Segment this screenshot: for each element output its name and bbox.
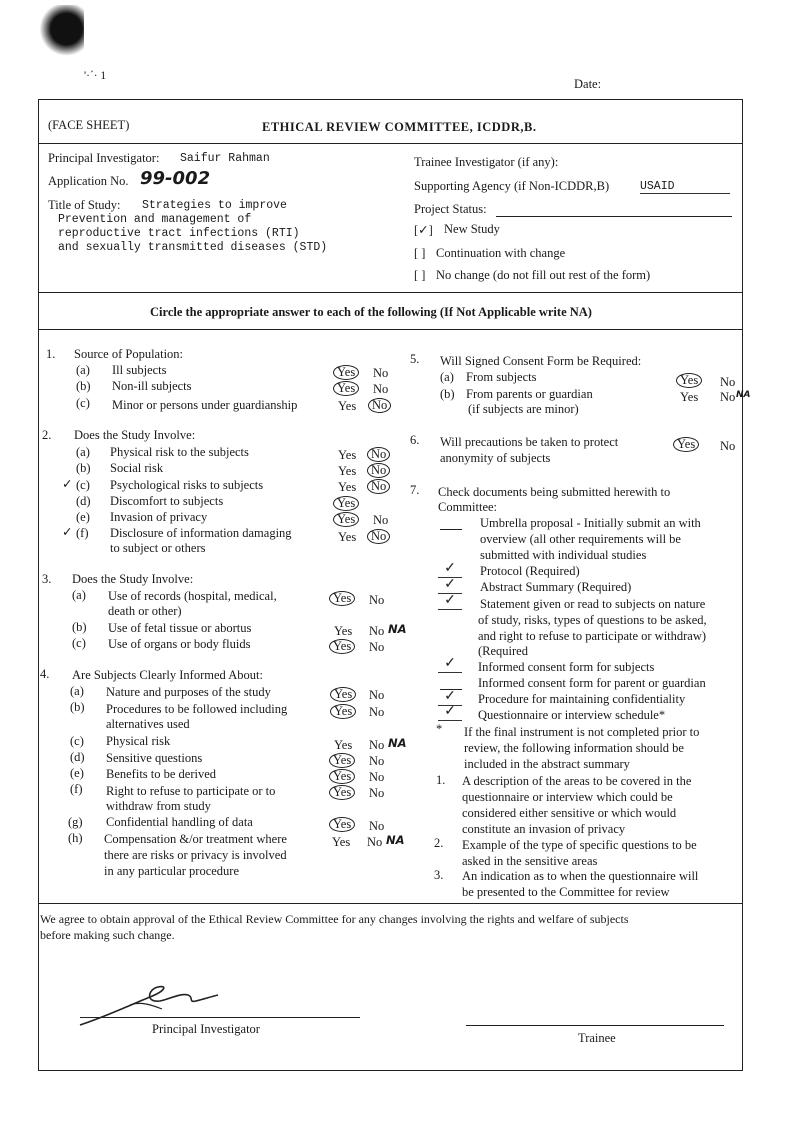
- q5b-no[interactable]: No: [720, 390, 736, 404]
- q1b-yes[interactable]: Yes: [333, 381, 359, 396]
- date-label: Date:: [574, 77, 602, 91]
- agreement-line-1: We agree to obtain approval of the Ethical Review Committee for any changes involving the rights and welfare of subjects: [40, 912, 629, 926]
- protocol-check[interactable]: ✓: [438, 560, 462, 578]
- umbrella-line-3: submitted with individual studies: [480, 548, 647, 562]
- q1-title: Source of Population:: [74, 347, 184, 361]
- application-value: 99-002: [140, 168, 211, 189]
- q5a-letter: (a): [440, 370, 454, 384]
- q4f-text: Right to refuse to participate or to: [106, 784, 276, 798]
- trainee-signature-label: Trainee: [578, 1031, 616, 1045]
- q4c-no[interactable]: No: [369, 738, 385, 752]
- q5b-letter: (b): [440, 387, 455, 401]
- q7-num: 7.: [410, 483, 420, 497]
- q4b-text: Procedures to be followed including: [106, 702, 288, 716]
- q3a-text-2: death or other): [108, 604, 182, 618]
- q3-num: 3.: [42, 572, 52, 586]
- q4a-text: Nature and purposes of the study: [106, 685, 271, 699]
- q4g-yes[interactable]: Yes: [329, 817, 355, 832]
- consent-parent: Informed consent form for parent or guardian: [478, 676, 706, 690]
- q3c-yes[interactable]: Yes: [329, 639, 355, 654]
- pi-signature-line: [80, 1017, 360, 1018]
- q2d-text: Discomfort to subjects: [110, 494, 224, 508]
- agreement-divider: [38, 903, 743, 904]
- title-label: Title of Study:: [48, 198, 121, 212]
- q5b-na: NA: [736, 390, 751, 400]
- scan-blot: [40, 5, 84, 65]
- consent-subjects-check[interactable]: ✓: [438, 655, 462, 673]
- q4e-letter: (e): [70, 766, 84, 780]
- questionnaire-check[interactable]: ✓: [438, 703, 462, 721]
- q3b-letter: (b): [72, 620, 87, 634]
- q3-title: Does the Study Involve:: [72, 572, 194, 586]
- application-label: Application No.: [48, 174, 129, 188]
- q7-text-2: Committee:: [438, 500, 498, 514]
- q2-num: 2.: [42, 428, 52, 442]
- q1a-text: Ill subjects: [112, 363, 167, 377]
- q4g-no[interactable]: No: [369, 819, 385, 833]
- note-star: *: [436, 722, 443, 736]
- note-3-line-1: An indication as to when the questionnaire will: [462, 869, 699, 883]
- abstract: Abstract Summary (Required): [480, 580, 632, 594]
- q4h-text-3: in any particular procedure: [104, 864, 240, 878]
- status-nochange-box: [ ]: [414, 268, 426, 282]
- q3b-na: NA: [388, 622, 407, 636]
- q3a-no[interactable]: No: [369, 593, 385, 607]
- q2d-letter: (d): [76, 494, 91, 508]
- q2b-letter: (b): [76, 461, 91, 475]
- q4f-yes[interactable]: Yes: [329, 785, 355, 800]
- questionnaire: Questionnaire or interview schedule*: [478, 708, 666, 722]
- q5a-yes[interactable]: Yes: [676, 373, 702, 388]
- q1b-no[interactable]: No: [373, 382, 389, 396]
- q4b-text-2: alternatives used: [106, 717, 190, 731]
- q1a-no[interactable]: No: [373, 366, 389, 380]
- q6-text: Will precautions be taken to protect: [440, 435, 619, 449]
- q2f-text-2: to subject or others: [110, 541, 206, 555]
- q3b-no[interactable]: No: [369, 624, 385, 638]
- q2b-text: Social risk: [110, 461, 164, 475]
- q5b-text: From parents or guardian: [466, 387, 593, 401]
- q2f-yes[interactable]: Yes: [338, 530, 357, 544]
- q4a-letter: (a): [70, 684, 84, 698]
- q4c-text: Physical risk: [106, 734, 171, 748]
- q2c-mark: ✓: [62, 477, 73, 491]
- q4b-no[interactable]: No: [369, 705, 385, 719]
- q4g-letter: (g): [68, 815, 83, 829]
- q6-no[interactable]: No: [720, 439, 736, 453]
- q5a-no[interactable]: No: [720, 375, 736, 389]
- trainee-label: Trainee Investigator (if any):: [414, 155, 559, 169]
- q2d-yes[interactable]: Yes: [333, 496, 359, 511]
- q1c-yes[interactable]: Yes: [338, 399, 357, 413]
- umbrella-blank: [440, 529, 462, 530]
- q5-num: 5.: [410, 352, 420, 366]
- q4b-yes[interactable]: Yes: [330, 704, 356, 719]
- q2f-letter: (f): [76, 526, 89, 540]
- note-line-1: If the final instrument is not completed prior to: [464, 725, 700, 739]
- q6-yes[interactable]: Yes: [673, 437, 699, 452]
- umbrella-line-1: Umbrella proposal - Initially submit an with: [480, 516, 701, 530]
- q3c-letter: (c): [72, 636, 86, 650]
- q6-text-2: anonymity of subjects: [440, 451, 551, 465]
- q1a-letter: (a): [76, 363, 90, 377]
- q4b-letter: (b): [70, 700, 85, 714]
- q5-title: Will Signed Consent Form be Required:: [440, 354, 642, 368]
- statement-line-1: Statement given or read to subjects on nature: [480, 597, 706, 611]
- trainee-signature-line: [466, 1025, 724, 1026]
- note-line-3: included in the abstract summary: [464, 757, 630, 771]
- q1c-text: Minor or persons under guardianship: [112, 398, 298, 412]
- q2a-text: Physical risk to the subjects: [110, 445, 249, 459]
- q2b-yes[interactable]: Yes: [338, 464, 357, 478]
- title-line-2: Prevention and management of: [58, 213, 252, 226]
- instruction-divider: [38, 329, 743, 330]
- q4a-yes[interactable]: Yes: [330, 687, 356, 702]
- q2c-no[interactable]: No: [367, 479, 390, 494]
- q4e-yes[interactable]: Yes: [329, 769, 355, 784]
- note-2-num: 2.: [434, 836, 444, 850]
- pi-value: Saifur Rahman: [180, 152, 270, 165]
- q6-num: 6.: [410, 433, 420, 447]
- q4h-text: Compensation &/or treatment where: [104, 832, 287, 846]
- status-line: [496, 216, 732, 217]
- note-2-line-1: Example of the type of specific questions to be: [462, 838, 697, 852]
- q3b-text: Use of fetal tissue or abortus: [108, 621, 252, 635]
- q2-title: Does the Study Involve:: [74, 428, 196, 442]
- status-cont: Continuation with change: [436, 246, 566, 260]
- q3a-text: Use of records (hospital, medical,: [108, 589, 277, 603]
- q4h-letter: (h): [68, 831, 83, 845]
- note-1-line-4: constitute an invasion of privacy: [462, 822, 626, 836]
- status-new: New Study: [444, 222, 500, 236]
- q4-title: Are Subjects Clearly Informed About:: [72, 668, 263, 682]
- note-line-2: review, the following information should be: [464, 741, 684, 755]
- q2e-no[interactable]: No: [373, 513, 389, 527]
- pi-signature-label: Principal Investigator: [152, 1022, 260, 1036]
- q3b-yes[interactable]: Yes: [334, 624, 353, 638]
- q2c-letter: (c): [76, 478, 90, 492]
- q4h-text-2: there are risks or privacy is involved: [104, 848, 287, 862]
- info-divider: [38, 292, 743, 293]
- title-line-1: Strategies to improve: [142, 199, 287, 212]
- q2b-no[interactable]: No: [367, 463, 390, 478]
- q2f-no[interactable]: No: [367, 529, 390, 544]
- abstract-check[interactable]: ✓: [438, 576, 462, 594]
- q4d-text: Sensitive questions: [106, 751, 203, 765]
- q4a-no[interactable]: No: [369, 688, 385, 702]
- statement-line-4: (Required: [478, 644, 528, 658]
- status-cont-box: [ ]: [414, 246, 426, 260]
- title-line-3: reproductive tract infections (RTI): [58, 227, 300, 240]
- q3a-yes[interactable]: Yes: [329, 591, 355, 606]
- q5a-text: From subjects: [466, 370, 537, 384]
- pi-label: Principal Investigator:: [48, 151, 160, 165]
- q4h-no[interactable]: No: [367, 835, 383, 849]
- procedure-check[interactable]: ✓: [438, 688, 462, 706]
- q3a-letter: (a): [72, 588, 86, 602]
- q4d-letter: (d): [70, 750, 85, 764]
- agency-value: USAID: [640, 180, 730, 194]
- note-1-line-1: A description of the areas to be covered in the: [462, 774, 692, 788]
- q2a-letter: (a): [76, 445, 90, 459]
- protocol: Protocol (Required): [480, 564, 580, 578]
- q5b-yes[interactable]: Yes: [680, 390, 699, 404]
- note-1-line-2: questionnaire or interview which could be: [462, 790, 673, 804]
- note-3-num: 3.: [434, 868, 444, 882]
- status-label: Project Status:: [414, 202, 487, 216]
- q4e-no[interactable]: No: [369, 770, 385, 784]
- form-code: '·´· 1: [84, 70, 107, 82]
- q5b-text-2: (if subjects are minor): [468, 402, 579, 416]
- header-divider: [38, 143, 743, 144]
- q4d-yes[interactable]: Yes: [329, 753, 355, 768]
- q4f-text-2: withdraw from study: [106, 799, 211, 813]
- status-new-box: [✓]: [414, 223, 433, 237]
- agency-label: Supporting Agency (if Non-ICDDR,B): [414, 179, 610, 193]
- q4h-yes[interactable]: Yes: [332, 835, 351, 849]
- title-line-4: and sexually transmitted diseases (STD): [58, 241, 328, 254]
- q4h-na: NA: [386, 833, 405, 847]
- q2a-yes[interactable]: Yes: [338, 448, 357, 462]
- q1b-letter: (b): [76, 379, 91, 393]
- agreement-line-2: before making such change.: [40, 928, 175, 942]
- q4c-letter: (c): [70, 734, 84, 748]
- form-title: ETHICAL REVIEW COMMITTEE, ICDDR,B.: [262, 120, 537, 134]
- note-1-num: 1.: [436, 773, 446, 787]
- note-3-line-2: be presented to the Committee for review: [462, 885, 670, 899]
- face-sheet-label: (FACE SHEET): [48, 118, 130, 132]
- q4c-na: NA: [388, 736, 407, 750]
- statement-check[interactable]: ✓: [438, 592, 462, 610]
- q3c-text: Use of organs or body fluids: [108, 637, 251, 651]
- q2e-text: Invasion of privacy: [110, 510, 208, 524]
- q2e-letter: (e): [76, 510, 90, 524]
- statement-line-3: and right to refuse to participate or withdraw): [478, 629, 707, 643]
- consent-subjects: Informed consent form for subjects: [478, 660, 655, 674]
- procedure: Procedure for maintaining confidentiality: [478, 692, 686, 706]
- q4f-no[interactable]: No: [369, 786, 385, 800]
- q4g-text: Confidential handling of data: [106, 815, 253, 829]
- q1c-no[interactable]: No: [368, 398, 391, 413]
- instruction: Circle the appropriate answer to each of the following (If Not Applicable write NA): [150, 305, 592, 319]
- q2c-text: Psychological risks to subjects: [110, 478, 264, 492]
- q4c-yes[interactable]: Yes: [334, 738, 353, 752]
- q1b-text: Non-ill subjects: [112, 379, 192, 393]
- q4-num: 4.: [40, 667, 50, 681]
- q1a-yes[interactable]: Yes: [333, 365, 359, 380]
- statement-line-2: of study, risks, types of questions to be asked,: [478, 613, 707, 627]
- umbrella-line-2: overview (all other requirements will be: [480, 532, 681, 546]
- q1c-letter: (c): [76, 396, 90, 410]
- q4d-no[interactable]: No: [369, 754, 385, 768]
- status-nochange: No change (do not fill out rest of the form): [436, 268, 651, 282]
- q7-text: Check documents being submitted herewith to: [438, 485, 671, 499]
- q1-num: 1.: [46, 347, 56, 361]
- q2c-yes[interactable]: Yes: [338, 480, 357, 494]
- q4e-text: Benefits to be derived: [106, 767, 217, 781]
- q3c-no[interactable]: No: [369, 640, 385, 654]
- q2e-yes[interactable]: Yes: [333, 512, 359, 527]
- q2f-text: Disclosure of information damaging: [110, 526, 292, 540]
- q4f-letter: (f): [70, 782, 83, 796]
- note-2-line-2: asked in the sensitive areas: [462, 854, 598, 868]
- q2a-no[interactable]: No: [367, 447, 390, 462]
- q2f-mark: ✓: [62, 525, 73, 539]
- note-1-line-3: considered either sensitive or which would: [462, 806, 677, 820]
